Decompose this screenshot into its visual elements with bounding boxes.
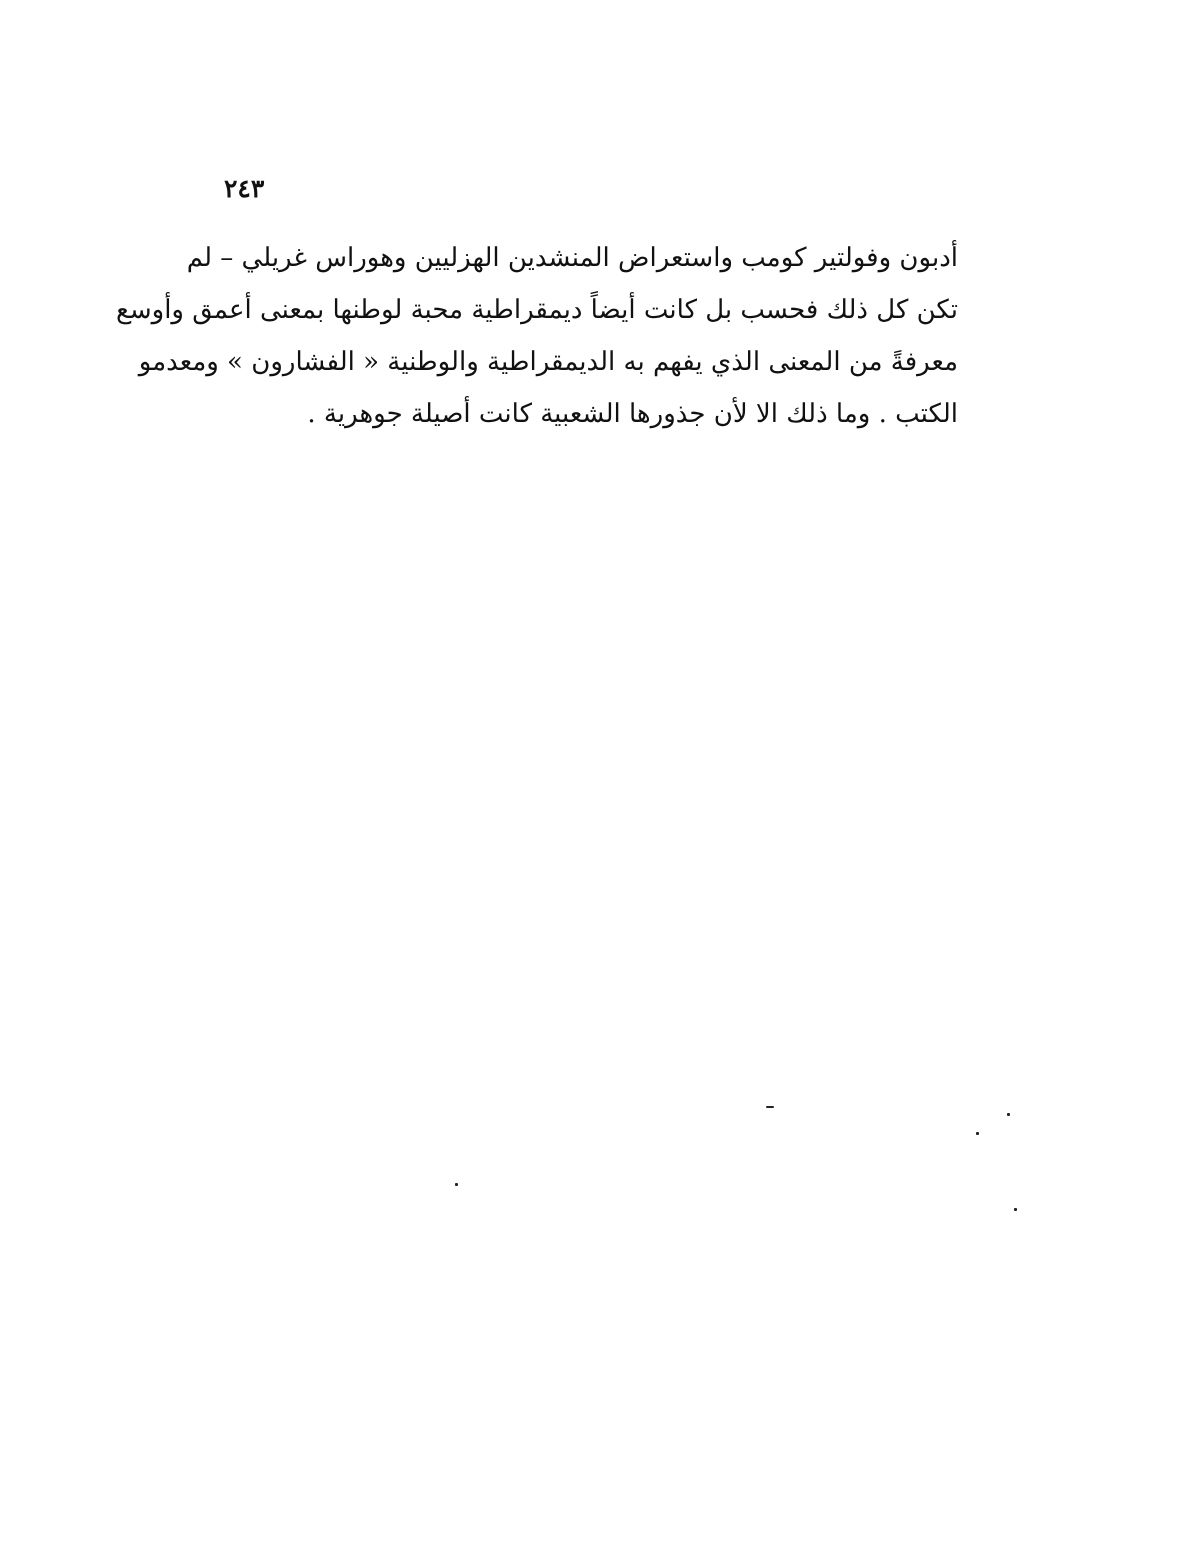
- page-number: ٢٤٣: [224, 174, 265, 203]
- scan-speck: [1014, 1208, 1017, 1211]
- paragraph-line-4: الكتب . وما ذلك الا لأن جذورها الشعبية كانت أصيلة جوهرية .: [307, 399, 958, 429]
- scan-speck: [976, 1132, 979, 1135]
- scan-speck: [455, 1183, 458, 1186]
- paragraph-line-1: أدبون وفولتير كومب واستعراض المنشدين الهزليين وهوراس غريلي – لم: [186, 243, 958, 273]
- body-paragraph: [116, 232, 958, 440]
- paragraph-line-3: معرفةً من المعنى الذي يفهم به الديمقراطية والوطنية « الفشارون » ومعدمو: [138, 347, 958, 377]
- scan-speck: [766, 1106, 774, 1108]
- paragraph-line-2: تكن كل ذلك فحسب بل كانت أيضاً ديمقراطية محبة لوطنها بمعنى أعمق وأوسع: [116, 295, 958, 325]
- scan-speck: [1007, 1113, 1010, 1116]
